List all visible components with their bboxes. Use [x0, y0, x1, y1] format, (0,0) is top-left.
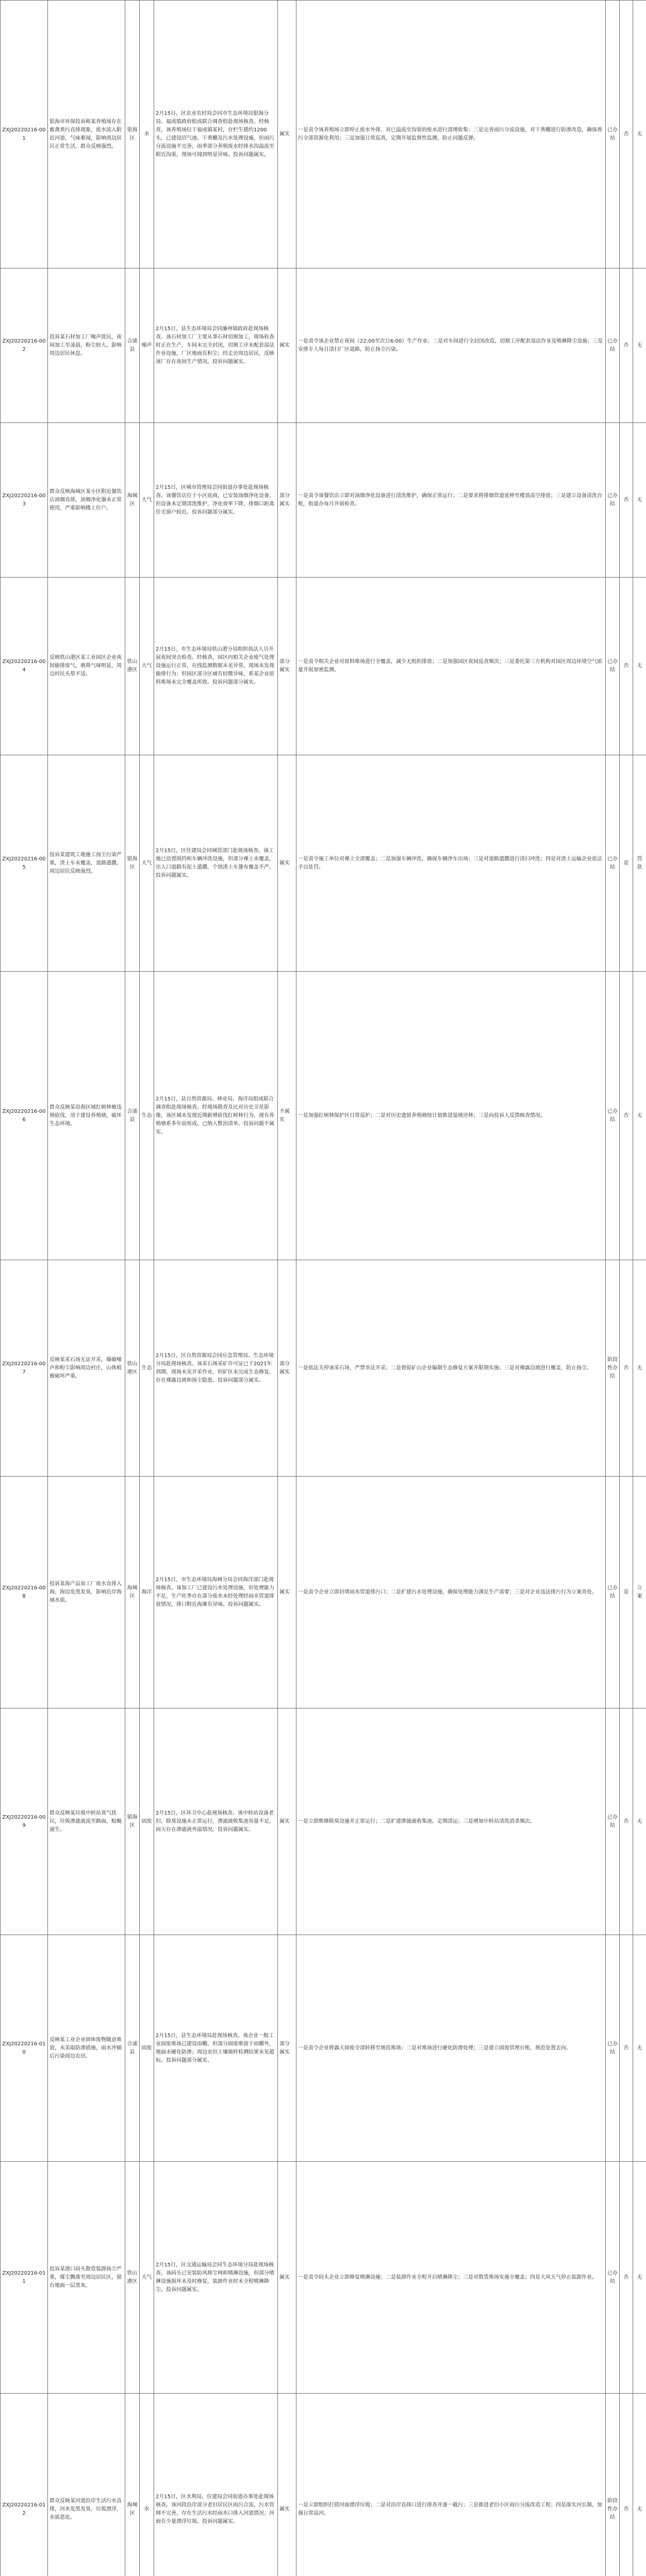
table-row	[1, 1, 646, 268]
complaint-text-cell: 银海市环保投诉称某养殖场存在畜禽粪污直排现象，废水流入附近河道，气味难闻，影响周边居民正常生活，群众反映强烈。	[48, 1, 125, 268]
field-cell: 大气	[140, 755, 154, 972]
field-cell: 海洋	[140, 1477, 154, 1708]
validity-cell: 属实	[278, 1, 296, 268]
area-cell: 合浦县	[125, 1935, 140, 2162]
penalty-flag-cell: 否	[620, 423, 633, 578]
penalty-flag-cell: 是	[620, 755, 633, 972]
row-id-cell: ZXJ20220216-001	[1, 1, 48, 268]
area-cell: 银海区	[125, 755, 140, 972]
row-id-cell: ZXJ20220216-008	[1, 1477, 48, 1708]
penalty-flag-cell: 否	[620, 1260, 633, 1477]
complaint-text-cell: 反映某采石场无证开采，爆破噪声和粉尘影响周边村庄，山体植被破坏严重。	[48, 1260, 125, 1477]
complaint-text-cell: 群众反映某沿海区域红树林被违规砍伐，用于建设养殖塘，破坏生态环境。	[48, 972, 125, 1260]
table-row	[1, 268, 646, 423]
validity-cell: 部分属实	[278, 423, 296, 578]
table-row	[1, 1477, 646, 1708]
table-row	[1, 972, 646, 1260]
result-cell: 一是责令码头企业立即修复喷淋设施；二是装卸作业全程开启喷淋降尘；三是对散货堆场实施全覆盖；四是大风天气停止装卸作业。	[296, 2162, 606, 2394]
result-cell: 一是责令该企业禁止夜间（22:00至次日6:00）生产作业；二是对车间进行全封闭改造，切割工序配套湿法作业及喷淋降尘设施；三是安排专人每日清扫厂区道路，防止扬尘污染。	[296, 268, 606, 423]
result-cell: 一是依法关停该采石场，严禁非法开采；二是督促矿山企业编制生态修复方案并限期实施；三是对裸露边坡进行覆盖，防止扬尘。	[296, 1260, 606, 1477]
penalty-type-cell: 无	[633, 1260, 646, 1477]
validity-cell: 属实	[278, 1477, 296, 1708]
penalty-flag-cell: 否	[620, 268, 633, 423]
penalty-type-cell: 无	[633, 1935, 646, 2162]
table-row	[1, 2162, 646, 2394]
field-cell: 大气	[140, 423, 154, 578]
area-cell: 铁山港区	[125, 578, 140, 755]
table-row	[1, 423, 646, 578]
verification-cell: 2月15日，县生态环境局会同廉州镇政府赴现场核查。该石材加工厂主要从事石材切割加工，现场检查时正在生产，车间未完全封闭，切割工序未配套湿法作业设施，厂区地面有积尘；经走访周边居民，反映该厂存在夜间生产情况。投诉问题属实。	[154, 268, 278, 423]
penalty-type-cell: 无	[633, 423, 646, 578]
validity-cell: 属实	[278, 2394, 296, 2576]
penalty-type-cell: 无	[633, 1708, 646, 1935]
penalty-type-cell: 无	[633, 2394, 646, 2576]
row-id-cell: ZXJ20220216-004	[1, 578, 48, 755]
penalty-flag-cell: 否	[620, 1935, 633, 2162]
validity-cell: 部分属实	[278, 578, 296, 755]
validity-cell: 属实	[278, 755, 296, 972]
status-cell: 已办结	[606, 755, 620, 972]
result-cell: 一是责令该养殖场立即停止废水外排，对已溢流至沟渠的废水进行清理收集；二是完善雨污分流设施，对干粪棚进行防渗改造，确保粪污全部资源化利用；三是加强日常巡查，定期开展监督性监测，防止问题反弹。	[296, 1, 606, 268]
complaint-text-cell: 群众反映某垃圾中转站臭气扰民，垃圾渗滤液流至路面，蚊蝇滋生。	[48, 1708, 125, 1935]
verification-cell: 2月15日，区城市管理局会同街道办事处赴现场核查。该餐饮店位于小区底商，已安装油烟净化设备，但设备未定期清洗维护，净化效率下降，排烟口距离住宅窗户较近。投诉问题部分属实。	[154, 423, 278, 578]
penalty-type-cell: 立案	[633, 1477, 646, 1708]
status-cell: 已办结	[606, 423, 620, 578]
row-id-cell: ZXJ20220216-011	[1, 2162, 48, 2394]
status-cell: 已办结	[606, 1477, 620, 1708]
penalty-type-cell: 罚款	[633, 755, 646, 972]
area-cell: 海城区	[125, 1477, 140, 1708]
status-cell: 已办结	[606, 1708, 620, 1935]
complaint-text-cell: 群众反映某河道沿岸生活污水直排，河水发黑发臭，垃圾漂浮，水质恶化。	[48, 2394, 125, 2576]
penalty-type-cell: 无	[633, 2162, 646, 2394]
penalty-flag-cell: 否	[620, 2394, 633, 2576]
field-cell: 生态	[140, 972, 154, 1260]
verification-cell: 2月15日，县自然资源局、林业局、海洋局组成联合调查组赴现场核查。经现场勘查及比对历史卫星影像，该区域未发现近期新增砍伐红树林行为，现有养殖塘系多年前形成，已纳入整治清单。投诉问题不属实。	[154, 972, 278, 1260]
verification-cell: 2月15日，区水利局、住建局会同街道办事处赴现场核查。该河段沿岸部分老旧居民区雨污合流，污水管网不完善，存在生活污水经雨水口排入河道情况；河面有少量漂浮垃圾。投诉问题属实。	[154, 2394, 278, 2576]
verification-cell: 2月15日，县生态环境局赴现场核查。该企业一般工业固废堆场已建设雨棚，但部分固废堆放于雨棚外，地面未硬化防渗；周边农田土壤抽样检测结果未见超标。投诉问题部分属实。	[154, 1935, 278, 2162]
area-cell: 铁山港区	[125, 2162, 140, 2394]
status-cell: 已办结	[606, 1, 620, 268]
validity-cell: 部分属实	[278, 1260, 296, 1477]
penalty-flag-cell: 否	[620, 578, 633, 755]
table-row	[1, 755, 646, 972]
verification-cell: 2月15日，区住建局会同城管部门赴现场核查。该工地已设置围挡和车辆冲洗设施，但部分裸土未覆盖，出入口道路有泥土遗撒，个别渣土车篷布覆盖不严。投诉问题属实。	[154, 755, 278, 972]
validity-cell: 不属实	[278, 972, 296, 1260]
field-cell: 固废	[140, 1935, 154, 2162]
field-cell: 噪声	[140, 268, 154, 423]
penalty-type-cell: 无	[633, 972, 646, 1260]
table-body	[1, 1, 646, 2576]
status-cell: 已办结	[606, 268, 620, 423]
row-id-cell: ZXJ20220216-006	[1, 972, 48, 1260]
table-row	[1, 1935, 646, 2162]
area-cell: 海城区	[125, 2394, 140, 2576]
penalty-flag-cell: 否	[620, 972, 633, 1260]
penalty-type-cell: 无	[633, 268, 646, 423]
validity-cell: 部分属实	[278, 1935, 296, 2162]
penalty-flag-cell: 否	[620, 1, 633, 268]
complaint-text-cell: 投诉某港口码头散货装卸扬尘严重，煤尘飘落至周边居民区，窗台地面一层黑灰。	[48, 2162, 125, 2394]
area-cell: 银海区	[125, 1708, 140, 1935]
penalty-type-cell: 无	[633, 578, 646, 755]
table-row	[1, 2394, 646, 2576]
result-cell: 一是责令相关企业对原料堆场进行全覆盖，减少无组织排放；二是加强园区夜间巡查频次；三是委托第三方机构对园区周边环境空气质量开展加密监测。	[296, 578, 606, 755]
penalty-flag-cell: 是	[620, 1477, 633, 1708]
row-id-cell: ZXJ20220216-009	[1, 1708, 48, 1935]
penalty-type-cell: 无	[633, 1, 646, 268]
field-cell: 大气	[140, 578, 154, 755]
complaint-text-cell: 投诉某建筑工地施工扬尘污染严重，渣土车未覆盖，道路遗撒，周边居民反映强烈。	[48, 755, 125, 972]
result-cell: 一是责令施工单位对裸土全部覆盖；二是加强车辆冲洗，确保车辆净车出场；三是对道路遗撒进行清扫冲洗；四是对渣土运输企业依法予以处罚。	[296, 755, 606, 972]
table-row	[1, 578, 646, 755]
status-cell: 阶段性办结	[606, 1260, 620, 1477]
verification-cell: 2月15日，市生态环境局铁山港分局组织执法人员开展夜间突击检查。经核查，园区内相关企业废气处理设施运行正常，在线监测数据未见异常，现场未发现偷排行为；但园区部分区域有轻微异味，系某企业原料堆场未完全覆盖所致。投诉问题部分属实。	[154, 578, 278, 755]
validity-cell: 属实	[278, 2162, 296, 2394]
result-cell: 一是责令企业立即封堵雨水管道排污口；二是扩建污水处理设施，确保处理能力满足生产需要；三是对企业违法排污行为立案查处。	[296, 1477, 606, 1708]
status-cell: 已办结	[606, 578, 620, 755]
status-cell: 已办结	[606, 2162, 620, 2394]
area-cell: 铁山港区	[125, 1260, 140, 1477]
area-cell: 海城区	[125, 423, 140, 578]
verification-cell: 2月15日，市生态环境局海城分局会同海洋部门赴现场核查。该加工厂已建设污水处理设施，但处理能力不足，生产旺季存在部分废水未经处理经雨水管道排放情况，排口附近海滩有异味。投诉问题属实。	[154, 1477, 278, 1708]
area-cell: 银海区	[125, 1, 140, 268]
field-cell: 水	[140, 1, 154, 268]
verification-cell: 2月15日，区自然资源局会同应急管理局、生态环境分局赴现场核查。该采石场采矿许可证已于2021年到期，现场未见开采作业，但矿区未完成生态修复，存在裸露边坡和扬尘隐患。投诉问题部分属实。	[154, 1260, 278, 1477]
field-cell: 大气	[140, 2162, 154, 2394]
result-cell: 一是责令该餐饮店立即对油烟净化设备进行清洗维护，确保正常运行；二是要求将排烟管道延伸至楼顶高空排放；三是建立设备清洗台账，街道办每月开展检查。	[296, 423, 606, 578]
result-cell: 一是立即组织打捞河面漂浮垃圾；二是对沿岸直排口进行排查并逐一截污；三是推进老旧小区雨污分流改造工程；四是落实河长制，加强日常巡河。	[296, 2394, 606, 2576]
area-cell: 合浦县	[125, 972, 140, 1260]
row-id-cell: ZXJ20220216-012	[1, 2394, 48, 2576]
status-cell: 阶段性办结	[606, 2394, 620, 2576]
result-cell: 一是立即维修除臭设施并正常运行；二是扩建渗滤液收集池，定期清运；三是增加中转站清洗消杀频次。	[296, 1708, 606, 1935]
complaint-text-cell: 投诉某海产品加工厂废水直排入海，海边发黑发臭，影响近岸海域水质。	[48, 1477, 125, 1708]
penalty-flag-cell: 否	[620, 1708, 633, 1935]
row-id-cell: ZXJ20220216-007	[1, 1260, 48, 1477]
complaint-text-cell: 投诉某石材加工厂噪声扰民，夜间加工至凌晨，粉尘较大，影响周边居民休息。	[48, 268, 125, 423]
status-cell: 已办结	[606, 1935, 620, 2162]
complaint-text-cell: 反映某工业企业固体废物随意堆放，未采取防渗措施，雨水冲刷后污染周边农田。	[48, 1935, 125, 2162]
verification-cell: 2月15日，区农业农村局会同市生态环境局银海分局、福成镇政府组成联合调查组赴现场核查。经核查，该养殖场位于福成镇某村，存栏生猪约1200头，已建设沼气池、干粪棚及污水处理设施，但雨污分流设施不完善，雨季部分养殖废水经排水沟溢流至附近沟渠，现场可闻到明显异味。投诉问题属实。	[154, 1, 278, 268]
verification-cell: 2月15日，区交通运输局会同生态环境分局赴现场核查。该码头已安装防风抑尘网和喷淋设施，但部分喷淋设施损坏未及时修复，装卸作业时未全程喷淋降尘。投诉问题属实。	[154, 2162, 278, 2394]
penalty-flag-cell: 否	[620, 2162, 633, 2394]
field-cell: 生态	[140, 1260, 154, 1477]
row-id-cell: ZXJ20220216-005	[1, 755, 48, 972]
result-cell: 一是加强红树林保护区日常巡护；二是对历史遗留养殖塘按计划推进退塘还林；三是向投诉人反馈核查情况。	[296, 972, 606, 1260]
table-row	[1, 1708, 646, 1935]
status-cell: 已办结	[606, 972, 620, 1260]
result-cell: 一是责令企业将露天固废全部转移至规范堆场；二是对堆场进行硬化防渗处理；三是建立固废管理台账，规范处置去向。	[296, 1935, 606, 2162]
row-id-cell: ZXJ20220216-002	[1, 268, 48, 423]
validity-cell: 属实	[278, 1708, 296, 1935]
row-id-cell: ZXJ20220216-003	[1, 423, 48, 578]
table-row	[1, 1260, 646, 1477]
field-cell: 固废	[140, 1708, 154, 1935]
verification-cell: 2月15日，区环卫中心赴现场核查。该中转站设备老旧，除臭设施未正常运行，渗滤液收集池容量不足，雨天存在渗滤液外溢情况。投诉问题属实。	[154, 1708, 278, 1935]
complaint-text-cell: 群众反映海城区某小区附近餐饮店油烟直排，油烟净化器未正常使用，严重影响楼上住户。	[48, 423, 125, 578]
row-id-cell: ZXJ20220216-010	[1, 1935, 48, 2162]
area-cell: 合浦县	[125, 268, 140, 423]
complaint-text-cell: 反映铁山港区某工业园区企业夜间偷排废气，刺鼻气味明显，周边村民头晕不适。	[48, 578, 125, 755]
field-cell: 水	[140, 2394, 154, 2576]
validity-cell: 属实	[278, 268, 296, 423]
